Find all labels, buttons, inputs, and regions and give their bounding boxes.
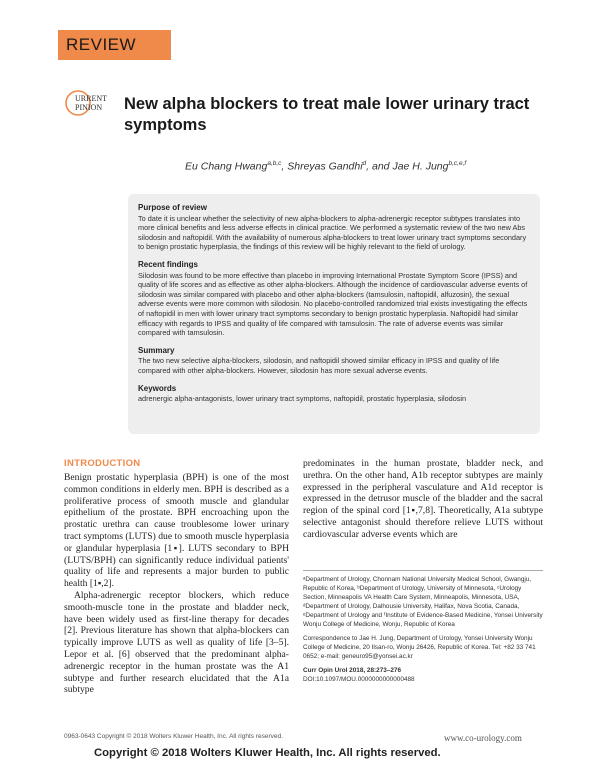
summary-text: The two new selective alpha-blockers, silodosin, and naftopidil showed similar efficacy in IPSS and quality of life compared with other alpha-blockers. However, silodosin has more sexual adverse events.	[138, 356, 500, 375]
summary-heading: Summary	[138, 345, 175, 355]
footer-url[interactable]: www.co-urology.com	[444, 733, 522, 743]
copyright-banner: Copyright © 2018 Wolters Kluwer Health, Inc. All rights reserved.	[94, 747, 441, 759]
intro-heading: INTRODUCTION	[64, 458, 141, 469]
body-paragraph: predominates in the human prostate, bladder neck, and urethra. On the other hand, A1b receptor subtypes are mainly expressed in the peripheral vasculature and A1d receptor is expressed in the detrusor muscle of the bladder and the sacral region of the spinal cord [1▪,7,8]. Theoretically, A1a subtype selective antagonist should therefore relieve LUTS without cardiovascular adverse events which are	[303, 458, 543, 540]
author-affil: a,b,c	[267, 160, 282, 167]
logo-line2: PINION	[75, 103, 103, 112]
left-column	[64, 458, 289, 696]
affiliations-block	[303, 570, 543, 684]
right-column	[303, 458, 543, 541]
correspondence: Correspondence to Jae H. Jung, Department of Urology, Yonsei University Wonju College of Medicine, 20 Ilsan-ro, Wonju 26426, Republic of Korea. Tel: +82 33 741 0652; e-mail: geneuro95@yonsei.ac.kr	[303, 635, 536, 660]
logo-line1: URRENT	[75, 94, 107, 103]
abstract-box	[128, 194, 540, 434]
purpose-text: To date it is unclear whether the selectivity of new alpha-blockers to alpha-adrenergic receptor subtypes translates into more clinical benefits and less adverse effects in clinical practice. We performed a systematic review of the two new Abs silodosin and naftopidil. With the availability of numerous alpha-blockers to treat lower urinary tract symptoms secondary to benign prostatic hyperplasia, the findings of this review will be highly relevant to the field of urology.	[138, 213, 527, 252]
footer-issn: 0963-0643 Copyright © 2018 Wolters Kluwer Health, Inc. All rights reserved.	[64, 733, 283, 740]
body-paragraph: Alpha-adrenergic receptor blockers, which reduce smooth-muscle tone in the prostate and bladder neck, have been widely used as first-line therapy for decades [2]. Previous literature has shown that alpha-blockers can typically improve LUTS as well as quality of life [3–5]. Lepor et al. [6] observed that the predominant alpha-adrenergic receptor in the human prostate was the A1 subtype and further research elucidated that the A1a subtype	[64, 589, 289, 696]
affiliations: ᵃDepartment of Urology, Chonnam National University Medical School, Gwangju, Republic of Korea, ᵇDepartment of Urology, University of Minnesota, ᶜUrology Section, Minneapolis VA Health Care System, Minneapolis, Minnesota, USA, ᵈDepartment of Urology, Dalhousie University, Halifax, Nova Scotia, Canada, ᵉDepartment of Urology and ᶠInstitute of Evidence-Based Medicine, Yonsei University Wonju College of Medicine, Wonju, Republic of Korea	[303, 576, 543, 628]
doi: DOI:10.1097/MOU.0000000000000488	[303, 676, 415, 683]
author-name: Eu Chang Hwang	[185, 160, 268, 173]
body-paragraph: Benign prostatic hyperplasia (BPH) is one of the most common conditions in elderly men. BPH is described as a proliferative process of smooth muscle and glandular epithelium of the prostate. BPH encroaching upon the prostatic urethra can cause troublesome lower urinary tract symptoms (LUTS) due to smooth muscle hyperplasia or glandular hyperplasia [1▪]. LUTS secondary to BPH (LUTS/BPH) can significantly reduce individual patients' quality of life and represents a major burden to public health [1▪,2].	[64, 472, 289, 590]
citation: Curr Opin Urol 2018, 28:273–276	[303, 667, 402, 674]
current-opinion-logo	[64, 88, 116, 118]
author-name: Jae H. Jung	[392, 160, 449, 173]
findings-heading: Recent findings	[138, 259, 199, 269]
article-title: New alpha blockers to treat male lower urinary tract symptoms	[124, 95, 530, 134]
keywords-text: adrenergic alpha-antagonists, lower urinary tract symptoms, naftopidil, prostatic hyperplasia, silodosin	[138, 394, 467, 404]
keywords-heading: Keywords	[138, 383, 177, 393]
author-list: Eu Chang Hwang$^{a,b,c}$, Shreyas Gandhi$^d$, and Jae H. Jung$^{b,c,e,f}$	[185, 160, 467, 173]
section-tab: REVIEW	[58, 30, 171, 60]
findings-text: Silodosin was found to be more effective than placebo in improving International Prostate Symptom Score (IPSS) and quality of life scores and as effective as other alpha-blockers. Although the incidence of cardiovascular adverse events of silodosin was similar compared with placebo and other alpha-blockers (tamsulosin, naftopidil, alfuzosin), the sexual adverse events were more common with silodosin. No placebo-controlled randomized trial exists investigating the effects of naftopidil in men with lower urinary tract symptoms secondary to benign prostatic hyperplasia. Naftopidil had similar efficacy with regards to IPSS and quality of life compared with tamsulosin. The rate of adverse events was similar compared with tamsulosin.	[138, 270, 528, 338]
author-affil: d	[362, 160, 367, 167]
purpose-heading: Purpose of review	[138, 203, 207, 212]
author-affil: b,c,e,f	[448, 160, 467, 167]
author-name: Shreyas Gandhi	[287, 160, 363, 173]
